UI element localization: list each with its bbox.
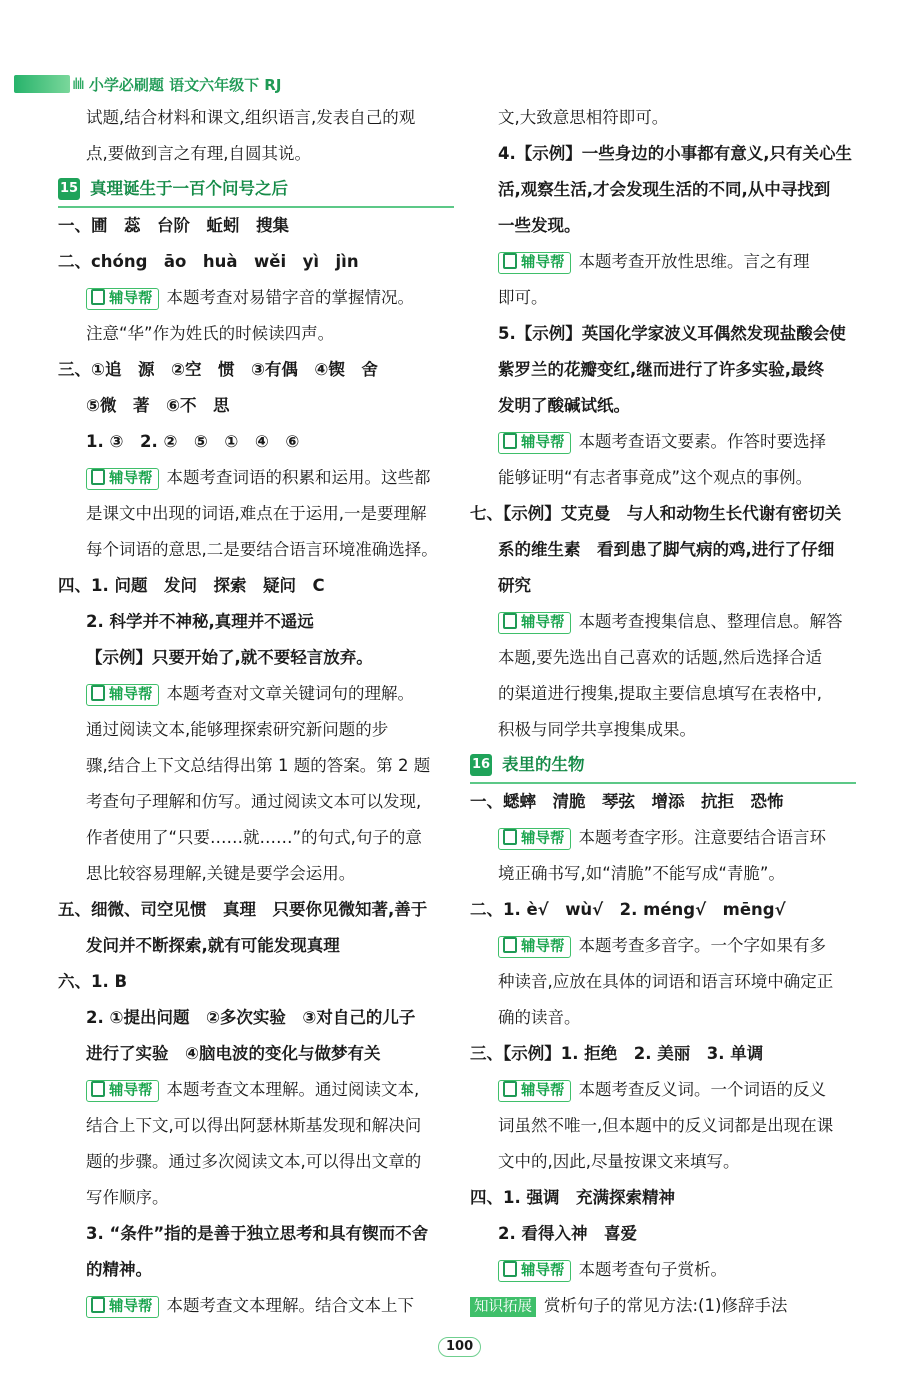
book-icon <box>91 1297 105 1313</box>
answer-line: 一、蟋蟀 清脆 琴弦 增添 抗拒 恐怖 <box>470 792 784 811</box>
answer-line: 七、【示例】艾克曼 与人和动物生长代谢有密切关 <box>470 504 842 523</box>
tip-tag: 辅导帮 <box>498 936 571 958</box>
book-icon <box>503 937 517 953</box>
answer-line: ⑤微 著 ⑥不 思 <box>86 396 230 415</box>
text-line: 结合上下文,可以得出阿瑟林斯基发现和解决问 <box>86 1116 422 1135</box>
answer-line: 五、细微、司空见惯 真理 只要你见微知著,善于 <box>58 900 428 919</box>
tip-tag: 辅导帮 <box>86 1080 159 1102</box>
book-icon <box>503 253 517 269</box>
book-icon <box>503 829 517 845</box>
text-line: 思比较容易理解,关键是要学会运用。 <box>86 864 356 883</box>
book-icon <box>503 1081 517 1097</box>
text-line: 是课文中出现的词语,难点在于运用,一是要理解 <box>86 504 427 523</box>
tip-line: 辅导帮 本题考查字形。注意要结合语言环 <box>470 820 856 856</box>
text-line: 注意“华”作为姓氏的时候读四声。 <box>86 324 335 343</box>
answer-line: 一些发现。 <box>498 216 581 235</box>
answer-line: 系的维生素 看到患了脚气病的鸡,进行了仔细 <box>498 540 835 559</box>
section-heading-15 <box>58 172 454 208</box>
page-number: 100 <box>438 1337 481 1357</box>
tip-line: 辅导帮 本题考查对易错字音的掌握情况。 <box>58 280 454 316</box>
text-line: 通过阅读文本,能够理探索研究新问题的步 <box>86 720 389 739</box>
text-line: 文,大致意思相符即可。 <box>498 108 669 127</box>
tip-line: 辅导帮 本题考查搜集信息、整理信息。解答 <box>470 604 856 640</box>
book-icon <box>91 469 105 485</box>
text-line: 的渠道进行搜集,提取主要信息填写在表格中, <box>498 684 822 703</box>
book-icon <box>503 1261 517 1277</box>
tip-tag: 辅导帮 <box>498 828 571 850</box>
answer-line: 六、1. B <box>58 972 128 991</box>
answer-line: 1. ③ 2. ② ⑤ ① ④ ⑥ <box>86 432 300 451</box>
text-line: 骤,结合上下文总结得出第 1 题的答案。第 2 题 <box>86 756 431 775</box>
tip-tag: 辅导帮 <box>498 1080 571 1102</box>
answer-line: 3. “条件”指的是善于独立思考和具有锲而不舍 <box>86 1224 429 1243</box>
answer-line: 2. ①提出问题 ②多次实验 ③对自己的儿子 <box>86 1008 416 1027</box>
text-line: 本题,要先选出自己喜欢的话题,然后选择合适 <box>498 648 822 667</box>
text-line: 境正确书写,如“清脆”不能写成“青脆”。 <box>498 864 785 883</box>
book-icon <box>503 613 517 629</box>
section-title: 表里的生物 <box>502 755 585 774</box>
tip-line: 辅导帮 本题考查多音字。一个字如果有多 <box>470 928 856 964</box>
tip-line: 辅导帮 本题考查文本理解。结合文本上下 <box>58 1288 454 1324</box>
book-icon <box>91 289 105 305</box>
answer-line: 一、圃 蕊 台阶 蚯蚓 搜集 <box>58 216 289 235</box>
header-title: 小学必刷题 语文六年级下 RJ <box>88 75 282 94</box>
answer-line: 进行了实验 ④脑电波的变化与做梦有关 <box>86 1044 381 1063</box>
tip-line: 辅导帮 本题考查句子赏析。 <box>470 1252 856 1288</box>
tip-line: 辅导帮 本题考查反义词。一个词语的反义 <box>470 1072 856 1108</box>
book-icon <box>503 433 517 449</box>
tip-tag: 辅导帮 <box>86 684 159 706</box>
tip-tag: 辅导帮 <box>498 612 571 634</box>
answer-line: 4.【示例】一些身边的小事都有意义,只有关心生 <box>498 144 853 163</box>
text-line: 每个词语的意思,二是要结合语言环境准确选择。 <box>86 540 438 559</box>
section-heading-16 <box>470 748 856 784</box>
grass-icon: ılılı <box>72 75 83 93</box>
text-line: 写作顺序。 <box>86 1188 169 1207</box>
text-line: 确的读音。 <box>498 1008 581 1027</box>
text-line: 作者使用了“只要……就……”的句式,句子的意 <box>86 828 422 847</box>
tip-tag: 辅导帮 <box>498 252 571 274</box>
answer-line: 的精神。 <box>86 1260 152 1279</box>
answer-line: 研究 <box>498 576 531 595</box>
text-line: 词虽然不唯一,但本题中的反义词都是出现在课 <box>498 1116 834 1135</box>
text-line: 题的步骤。通过多次阅读文本,可以得出文章的 <box>86 1152 422 1171</box>
tip-tag: 辅导帮 <box>86 1296 159 1318</box>
answer-line: 四、1. 问题 发问 探索 疑问 C <box>58 576 325 595</box>
text-line: 积极与同学共享搜集成果。 <box>498 720 696 739</box>
section-number: 15 <box>58 178 80 200</box>
text-line: 考查句子理解和仿写。通过阅读文本可以发现, <box>86 792 422 811</box>
right-column <box>470 100 856 1324</box>
tip-tag: 辅导帮 <box>498 432 571 454</box>
answer-line: 三、①追 源 ②空 惯 ③有偶 ④锲 舍 <box>58 360 378 379</box>
section-number: 16 <box>470 754 492 776</box>
tip-line: 辅导帮 本题考查文本理解。通过阅读文本, <box>58 1072 454 1108</box>
tip-tag: 辅导帮 <box>86 468 159 490</box>
text-line: 试题,结合材料和课文,组织语言,发表自己的观 <box>86 108 416 127</box>
book-icon <box>91 1081 105 1097</box>
section-title: 真理诞生于一百个问号之后 <box>90 179 288 198</box>
text-line: 文中的,因此,尽量按课文来填写。 <box>498 1152 740 1171</box>
extension-line: 知识拓展 赏析句子的常见方法:(1)修辞手法 <box>470 1288 856 1324</box>
text-line: 能够证明“有志者事竟成”这个观点的事例。 <box>498 468 813 487</box>
tip-tag: 辅导帮 <box>86 288 159 310</box>
answer-line: 活,观察生活,才会发现生活的不同,从中寻找到 <box>498 180 831 199</box>
text-line: 即可。 <box>498 288 548 307</box>
page-header <box>14 74 281 94</box>
answer-line: 三、【示例】1. 拒绝 2. 美丽 3. 单调 <box>470 1044 764 1063</box>
left-column <box>58 100 454 1324</box>
answer-line: 发明了酸碱试纸。 <box>498 396 630 415</box>
tip-line: 辅导帮 本题考查开放性思维。言之有理 <box>470 244 856 280</box>
answer-line: 二、1. è√ wù√ 2. méng√ mēng√ <box>470 900 786 919</box>
answer-line: 5.【示例】英国化学家波义耳偶然发现盐酸会使 <box>498 324 846 343</box>
tip-tag: 辅导帮 <box>498 1260 571 1282</box>
header-color-bar <box>14 75 70 93</box>
answer-line: 四、1. 强调 充满探索精神 <box>470 1188 675 1207</box>
tip-line: 辅导帮 本题考查词语的积累和运用。这些都 <box>58 460 454 496</box>
answer-line: 【示例】只要开始了,就不要轻言放弃。 <box>86 648 373 667</box>
extension-tag: 知识拓展 <box>470 1297 536 1317</box>
answer-line: 发问并不断探索,就有可能发现真理 <box>86 936 340 955</box>
text-line: 点,要做到言之有理,自圆其说。 <box>86 144 311 163</box>
answer-line: 2. 看得入神 喜爱 <box>498 1224 637 1243</box>
book-icon <box>91 685 105 701</box>
answer-line: 2. 科学并不神秘,真理并不遥远 <box>86 612 314 631</box>
text-line: 种读音,应放在具体的词语和语言环境中确定正 <box>498 972 834 991</box>
tip-line: 辅导帮 本题考查语文要素。作答时要选择 <box>470 424 856 460</box>
answer-line: 紫罗兰的花瓣变红,继而进行了许多实验,最终 <box>498 360 825 379</box>
tip-line: 辅导帮 本题考查对文章关键词句的理解。 <box>58 676 454 712</box>
answer-line: 二、chóng āo huà wěi yì jìn <box>58 252 359 271</box>
